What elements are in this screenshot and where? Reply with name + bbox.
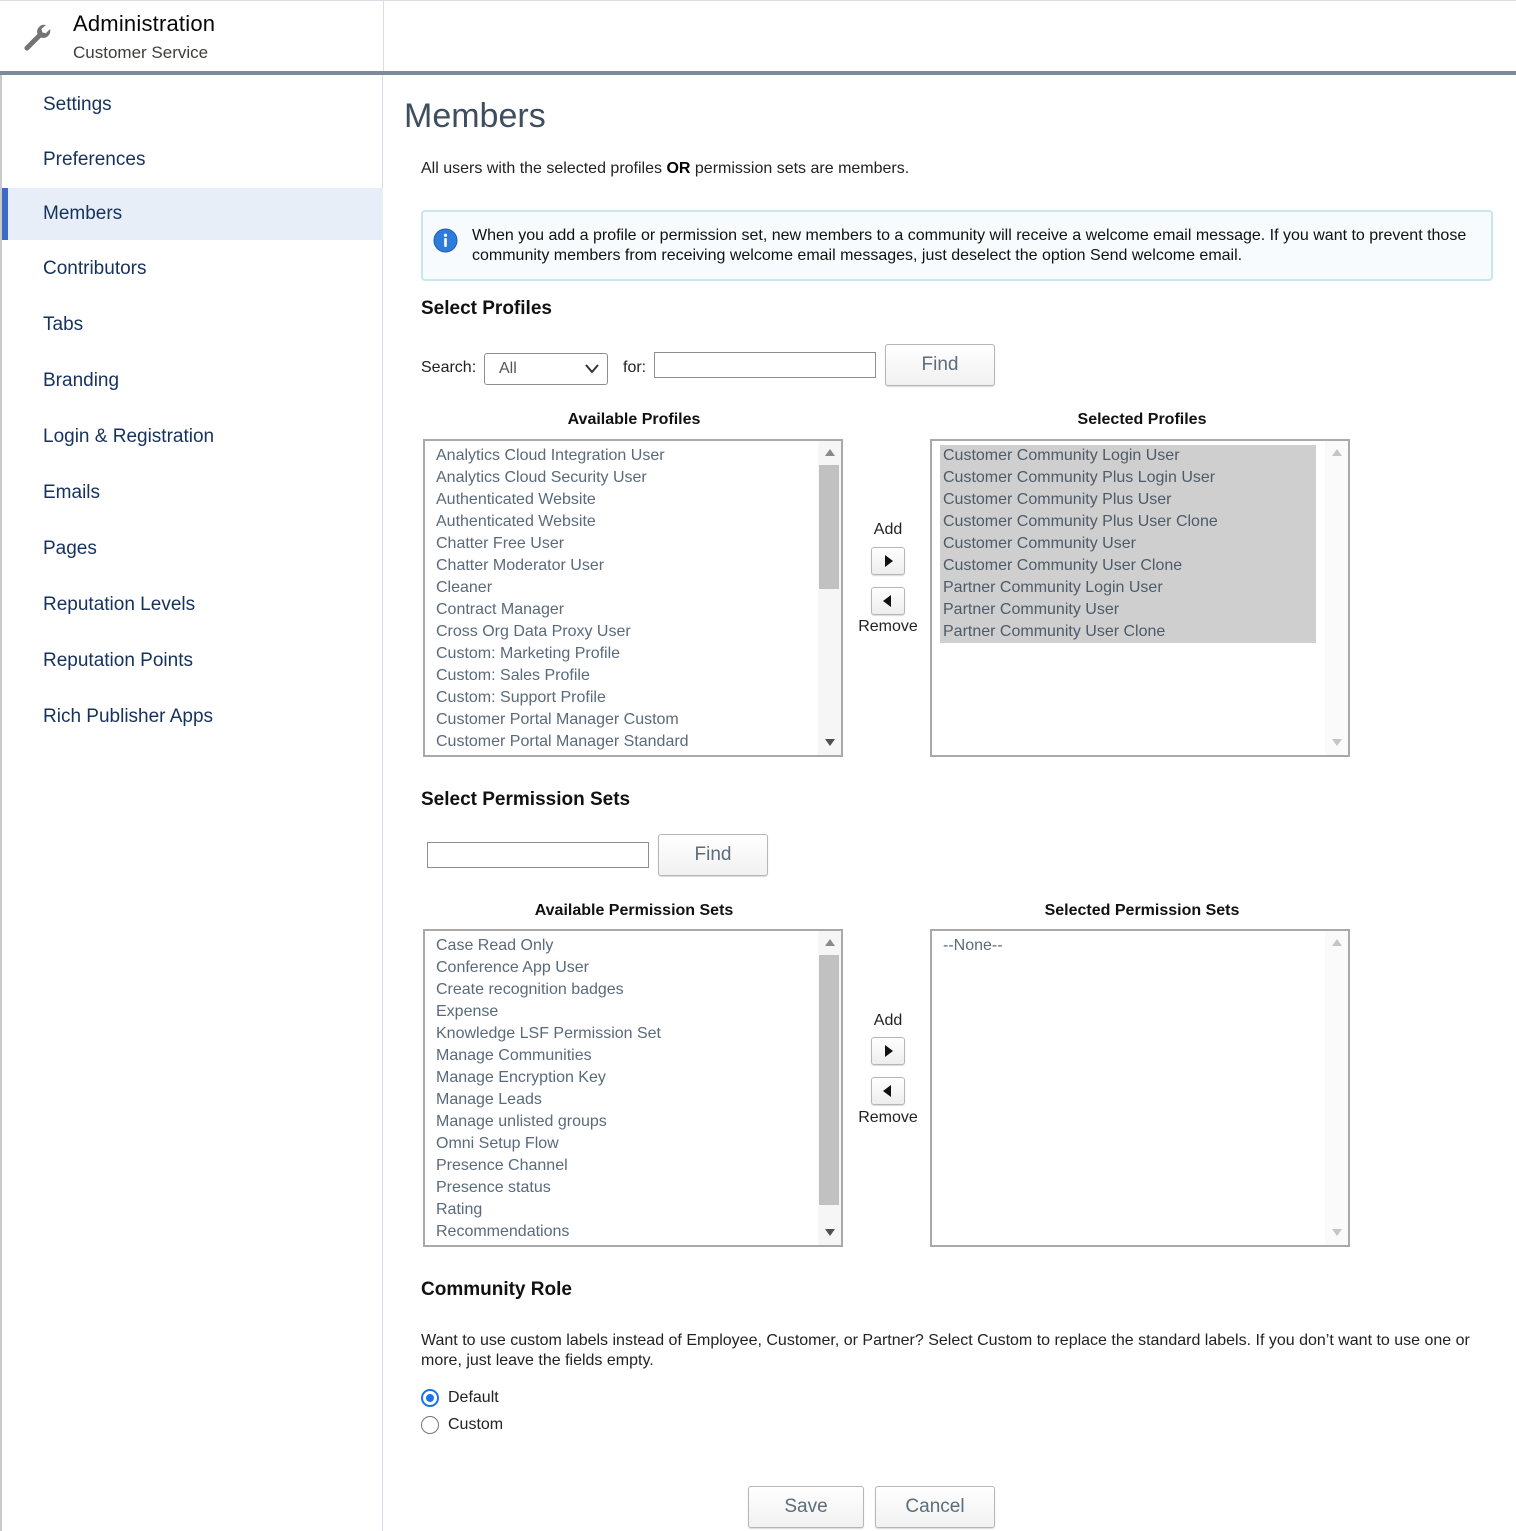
intro-text-after: permission sets are members.	[690, 160, 910, 177]
selected-permission-sets-list[interactable]	[930, 929, 1350, 1247]
community-role-description: Want to use custom labels instead of Employee, Customer, or Partner? Select Custom to replace the standard labels. If you don’t want to use one or more, just leave the fields empty.	[421, 1332, 1470, 1369]
scroll-down-icon[interactable]	[1332, 739, 1342, 746]
list-item[interactable]: Cross Org Data Proxy User	[436, 623, 631, 640]
search-scope-value: All	[499, 360, 517, 377]
available-permission-sets-list[interactable]	[423, 929, 843, 1247]
radio-default-label: Default	[448, 1389, 499, 1406]
list-item[interactable]: Customer Community Plus User Clone	[940, 511, 1316, 533]
intro-text-before: All users with the selected profiles	[421, 160, 667, 177]
list-item[interactable]: Custom: Marketing Profile	[436, 645, 621, 662]
section-title-community-role: Community Role	[421, 1279, 572, 1300]
add-permission-set-label: Add	[873, 1012, 903, 1029]
list-item[interactable]: Customer Community Login User	[940, 445, 1316, 467]
list-item[interactable]: Manage Encryption Key	[436, 1069, 606, 1086]
list-item[interactable]: Rating	[436, 1201, 483, 1218]
list-item[interactable]: Authenticated Website	[436, 491, 596, 508]
scroll-down-icon[interactable]	[825, 1229, 835, 1236]
add-profile-button[interactable]	[871, 547, 905, 575]
selected-profiles-title: Selected Profiles	[1077, 411, 1207, 428]
search-label: Search:	[421, 359, 477, 376]
scrollbar[interactable]	[818, 441, 841, 755]
chevron-down-icon	[585, 364, 599, 374]
sidebar	[0, 75, 383, 1531]
scroll-thumb[interactable]	[819, 465, 839, 589]
list-item[interactable]: Contract Manager	[436, 601, 565, 618]
info-box	[421, 210, 1493, 281]
list-item[interactable]: Partner Community User	[940, 599, 1316, 621]
list-item[interactable]: Customer Portal Manager Custom	[436, 711, 679, 728]
permission-set-search-input[interactable]	[427, 842, 649, 868]
sidebar-item-login-registration[interactable]: Login & Registration	[43, 426, 215, 447]
page-title: Members	[404, 97, 546, 135]
for-label: for:	[623, 359, 647, 376]
save-button[interactable]: Save	[748, 1486, 864, 1528]
intro-text-bold: OR	[666, 160, 691, 177]
list-item[interactable]: Customer Portal Manager Standard	[436, 733, 689, 750]
list-item[interactable]: Recommendations	[436, 1223, 570, 1240]
scroll-up-icon[interactable]	[825, 939, 835, 946]
list-item[interactable]: Knowledge LSF Permission Set	[436, 1025, 661, 1042]
sidebar-item-preferences[interactable]: Preferences	[43, 149, 146, 170]
list-item[interactable]: Manage unlisted groups	[436, 1113, 607, 1130]
selected-profiles-list[interactable]	[930, 439, 1350, 757]
scrollbar[interactable]	[818, 931, 841, 1245]
radio-custom-input[interactable]	[421, 1416, 439, 1434]
sidebar-item-rich-publisher-apps[interactable]: Rich Publisher Apps	[43, 706, 214, 727]
list-item[interactable]: Omni Setup Flow	[436, 1135, 559, 1152]
list-item[interactable]: Custom: Support Profile	[436, 689, 606, 706]
scrollbar[interactable]	[1325, 441, 1348, 755]
radio-default-input[interactable]	[421, 1389, 439, 1407]
list-item[interactable]: Partner Community User Clone	[940, 621, 1316, 643]
list-item[interactable]: Analytics Cloud Security User	[436, 469, 647, 486]
list-item[interactable]: Customer Community Plus Login User	[940, 467, 1316, 489]
arrow-right-icon	[885, 555, 893, 567]
list-item[interactable]: Case Read Only	[436, 937, 554, 954]
available-permission-sets-items	[433, 935, 809, 1243]
sidebar-item-settings[interactable]: Settings	[43, 94, 112, 115]
arrow-right-icon	[885, 1045, 893, 1057]
add-profile-label: Add	[873, 521, 903, 538]
selected-permission-sets-items	[940, 935, 1316, 957]
sidebar-item-branding[interactable]: Branding	[43, 370, 120, 391]
info-text: When you add a profile or permission set, new members to a community will receive a welcome email message. If you want to prevent those community members from receiving welcome email messages, just deselect the option Send welcome email.	[472, 227, 1467, 264]
app-title: Administration	[73, 11, 216, 36]
scroll-up-icon[interactable]	[1332, 449, 1342, 456]
profile-find-button[interactable]: Find	[885, 344, 995, 386]
scroll-up-icon[interactable]	[1332, 939, 1342, 946]
list-item[interactable]: --None--	[943, 937, 1003, 954]
scroll-down-icon[interactable]	[1332, 1229, 1342, 1236]
add-permission-set-button[interactable]	[871, 1037, 905, 1065]
list-item[interactable]: Manage Leads	[436, 1091, 542, 1108]
scroll-thumb[interactable]	[819, 955, 839, 1205]
available-profiles-title: Available Profiles	[567, 411, 701, 428]
remove-permission-set-button[interactable]	[871, 1077, 905, 1105]
remove-profile-label: Remove	[858, 618, 918, 635]
selected-permission-sets-title: Selected Permission Sets	[1044, 902, 1240, 919]
list-item[interactable]: Authenticated Website	[436, 513, 596, 530]
list-item[interactable]: Cleaner	[436, 579, 493, 596]
sidebar-item-reputation-points[interactable]: Reputation Points	[43, 650, 193, 671]
sidebar-item-members[interactable]: Members	[2, 188, 383, 240]
list-item[interactable]: Presence Channel	[436, 1157, 568, 1174]
list-item[interactable]: Customer Community User	[940, 533, 1316, 555]
cancel-button[interactable]: Cancel	[875, 1486, 995, 1528]
sidebar-item-reputation-levels[interactable]: Reputation Levels	[43, 594, 196, 615]
list-item[interactable]: Create recognition badges	[436, 981, 624, 998]
list-item[interactable]: Analytics Cloud Integration User	[436, 447, 665, 464]
app-subtitle: Customer Service	[73, 43, 209, 62]
list-item[interactable]: Chatter Free User	[436, 535, 565, 552]
wrench-icon	[20, 21, 54, 55]
list-item[interactable]: Customer Community User Clone	[940, 555, 1316, 577]
list-item[interactable]: Chatter Moderator User	[436, 557, 605, 574]
profile-search-input[interactable]	[654, 352, 876, 378]
list-item[interactable]: Customer Community Plus User	[940, 489, 1316, 511]
list-item[interactable]: Manage Communities	[436, 1047, 592, 1064]
main-content	[384, 75, 1516, 1531]
radio-custom-label: Custom	[448, 1416, 504, 1433]
permission-set-find-button[interactable]: Find	[658, 834, 768, 876]
sidebar-item-tabs[interactable]: Tabs	[43, 314, 84, 335]
list-item[interactable]: Expense	[436, 1003, 499, 1020]
list-item[interactable]: Presence status	[436, 1179, 551, 1196]
remove-profile-button[interactable]	[871, 587, 905, 615]
available-profiles-items	[433, 445, 809, 753]
search-scope-select[interactable]	[484, 353, 608, 385]
available-permission-sets-title: Available Permission Sets	[534, 902, 734, 919]
header-divider	[383, 1, 384, 72]
list-item[interactable]: Conference App User	[436, 959, 589, 976]
scroll-up-icon[interactable]	[825, 449, 835, 456]
selected-profiles-items	[940, 445, 1316, 643]
remove-permission-set-label: Remove	[858, 1109, 918, 1126]
section-title-profiles: Select Profiles	[421, 298, 552, 319]
available-profiles-list[interactable]	[423, 439, 843, 757]
section-title-permission-sets: Select Permission Sets	[421, 789, 631, 810]
scrollbar[interactable]	[1325, 931, 1348, 1245]
sidebar-item-pages[interactable]: Pages	[43, 538, 97, 559]
info-icon	[433, 228, 458, 253]
sidebar-item-contributors[interactable]: Contributors	[43, 258, 147, 279]
scroll-down-icon[interactable]	[825, 739, 835, 746]
intro-text	[421, 160, 909, 178]
app-header	[0, 0, 1516, 71]
arrow-left-icon	[883, 595, 891, 607]
list-item[interactable]: Partner Community Login User	[940, 577, 1316, 599]
sidebar-item-emails[interactable]: Emails	[43, 482, 101, 503]
arrow-left-icon	[883, 1085, 891, 1097]
list-item[interactable]: Custom: Sales Profile	[436, 667, 590, 684]
